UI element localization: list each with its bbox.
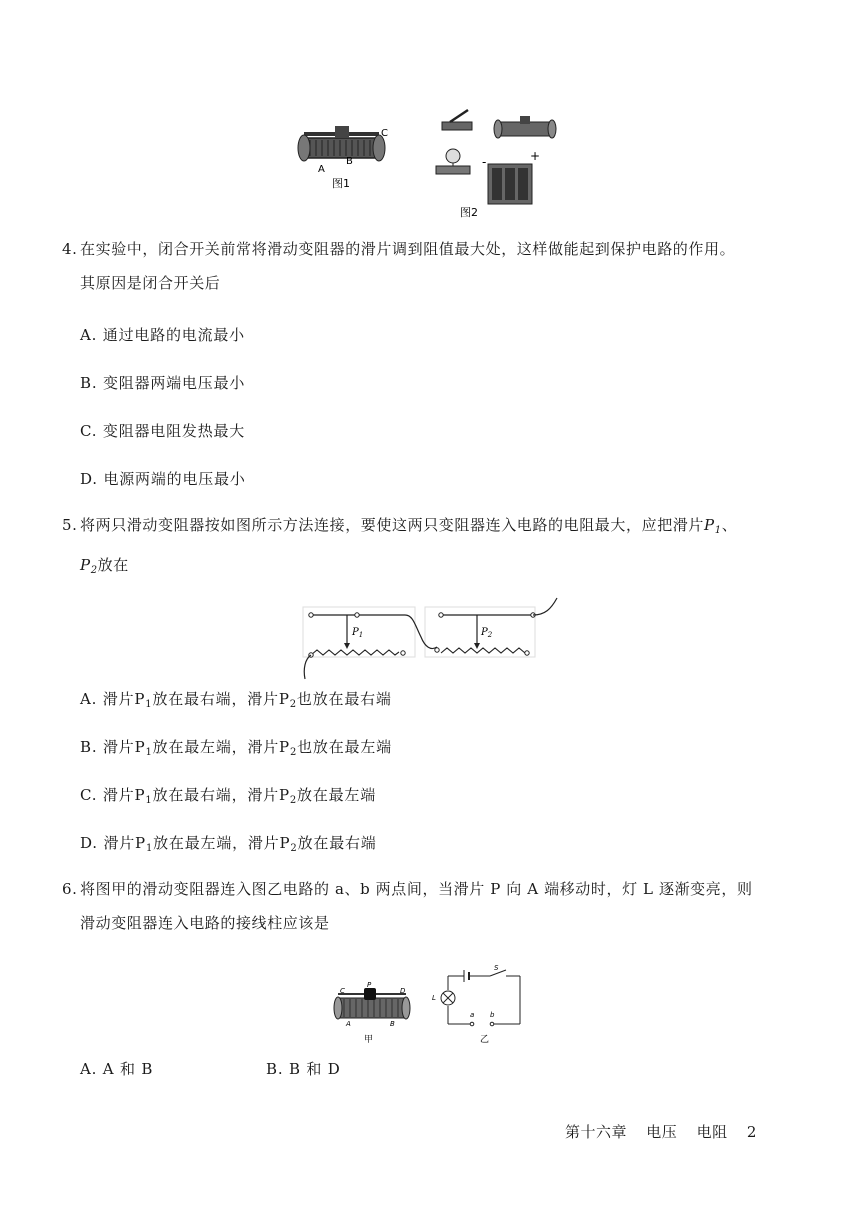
option-5a[interactable]: A. 滑片$P_1$放在最右端，滑片$P_2$也放在最右端	[80, 690, 392, 710]
question-number: 4.	[62, 240, 78, 258]
rheostat-and-circuit-figure	[330, 962, 530, 1047]
switch-label: S	[494, 964, 499, 972]
terminal-a: A	[346, 1020, 351, 1028]
p2-label: $P_2$	[481, 627, 493, 639]
option-4a[interactable]: A. 通过电路的电流最小	[80, 326, 245, 344]
fig1-label: 图1	[332, 177, 350, 190]
question-text-line: 在实验中，闭合开关前常将滑动变阻器的滑片调到阻值最大处，这样做能起到保护电路的作用。	[80, 240, 736, 258]
fig2-label: 图2	[460, 206, 478, 219]
chapter-topic-2: 电阻	[696, 1123, 728, 1141]
option-5b[interactable]: B. 滑片$P_1$放在最左端，滑片$P_2$也放在最左端	[80, 738, 392, 758]
option-6a[interactable]: A. A 和 B	[80, 1060, 154, 1078]
question-text-line: 其原因是闭合开关后	[80, 274, 221, 292]
fig1-terminal-a: A	[318, 164, 325, 175]
fig1-terminal-b: B	[346, 156, 353, 167]
option-4b[interactable]: B. 变阻器两端电压最小	[80, 374, 246, 392]
chapter-topic-1: 电压	[646, 1123, 678, 1141]
point-b-label: b	[490, 1011, 495, 1019]
terminal-c: C	[340, 987, 345, 995]
terminal-d: D	[400, 987, 406, 995]
question-text-line: 将图甲的滑动变阻器连入图乙电路的 a、b 两点间，当滑片 P 向 A 端移动时，灯 L 逐渐变亮，则	[80, 880, 753, 898]
rheostat-fig1-image	[298, 126, 388, 190]
point-a-label: a	[470, 1011, 475, 1019]
circuit-yi-image	[441, 970, 520, 1026]
option-5d[interactable]: D. 滑片$P_1$放在最左端，滑片$P_2$放在最右端	[80, 834, 377, 854]
question-text-line: 滑动变阻器连入电路的接线柱应该是	[80, 914, 330, 932]
top-figures	[290, 108, 580, 223]
question-text-line: 将两只滑动变阻器按如图所示方法连接，要使这两只变阻器连入电路的电阻最大，应把滑片	[80, 516, 705, 534]
rheostat-jia-image	[334, 981, 410, 1045]
question-5: 5. 将两只滑动变阻器按如图所示方法连接，要使这两只变阻器连入电路的电阻最大，应把滑片$P_1$、 $P_2$放在	[62, 508, 812, 588]
jia-label: 甲	[364, 1035, 374, 1045]
question-number: 5.	[62, 516, 78, 534]
lamp-label: L	[432, 994, 436, 1002]
fig1-terminal-c: C	[381, 128, 388, 139]
page-number: 2	[746, 1123, 757, 1141]
terminal-p: P	[367, 981, 372, 989]
option-5c[interactable]: C. 滑片$P_1$放在最右端，滑片$P_2$放在最左端	[80, 786, 377, 806]
page-footer	[565, 1121, 771, 1142]
p1-symbol: $P_1$	[704, 516, 722, 536]
option-4c[interactable]: C. 变阻器电阻发热最大	[80, 422, 246, 440]
p2-symbol: $P_2$	[80, 556, 98, 576]
battery-minus-sign: -	[482, 155, 487, 169]
p1-label: $P_1$	[352, 627, 364, 639]
question-text-suffix: 放在	[97, 556, 129, 574]
circuit-parts-fig2-image	[436, 110, 556, 219]
question-6	[62, 872, 812, 940]
option-6b[interactable]: B. B 和 D	[266, 1060, 341, 1078]
question-number: 6.	[62, 880, 78, 898]
terminal-b: B	[390, 1020, 395, 1028]
two-rheostats-figure	[295, 595, 565, 680]
chapter-label: 第十六章	[565, 1123, 628, 1141]
battery-plus-sign: +	[530, 149, 541, 163]
question-4	[62, 232, 812, 300]
option-4d[interactable]: D. 电源两端的电压最小	[80, 470, 246, 488]
yi-label: 乙	[480, 1035, 490, 1045]
